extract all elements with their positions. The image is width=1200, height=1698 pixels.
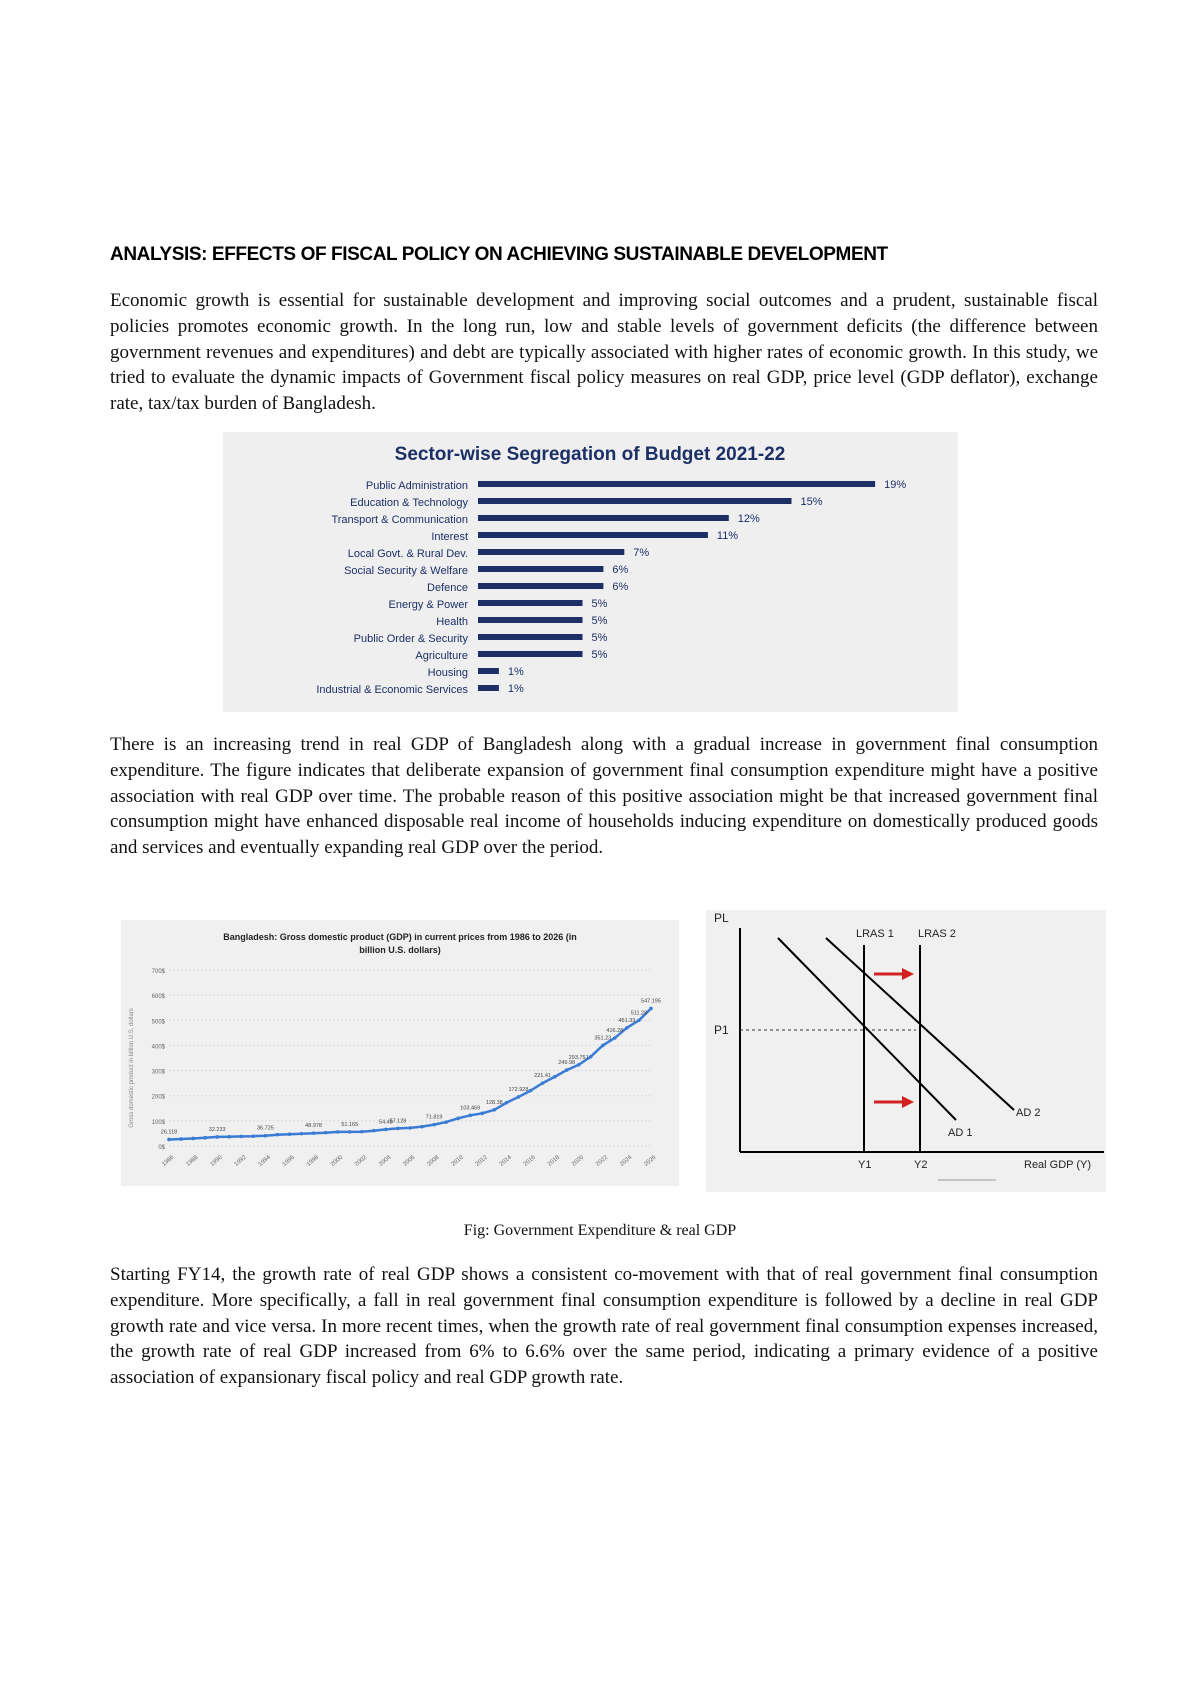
- x-tick-label: 1996: [281, 1154, 296, 1168]
- bar-value-label: 6%: [612, 581, 629, 593]
- gdp-point: [529, 1089, 533, 1093]
- bar-value-label: 12%: [737, 513, 760, 525]
- gdp-point: [264, 1134, 268, 1138]
- bar: [478, 583, 603, 589]
- ad1-line: [778, 938, 956, 1120]
- gdp-point: [493, 1108, 497, 1112]
- x-tick-label: 2008: [426, 1154, 441, 1168]
- gdp-point: [215, 1135, 219, 1139]
- ad-as-diagram: [706, 910, 1106, 1192]
- gdp-point: [203, 1136, 207, 1140]
- gdp-data-label: 32.233: [208, 1126, 226, 1133]
- gdp-point: [324, 1131, 328, 1135]
- budget-bar-chart: [223, 432, 958, 712]
- paragraph-intro: Economic growth is essential for sustainable development and improving social outcomes and a prudent, sustainable fiscal policies promotes economic growth. In the long run, low and stable levels of government deficits (the difference between government revenues and expenditures) and debt are typically associated with higher rates of economic growth. In this study, we tried to evaluate the dynamic impacts of Government fiscal policy measures on real GDP, price level (GDP deflator), exchange rate, tax/tax burden of Bangladesh.: [110, 290, 1098, 415]
- bar: [478, 481, 875, 487]
- gdp-point: [649, 1007, 653, 1011]
- y-tick-label: 200$: [151, 1094, 165, 1101]
- gdp-point: [179, 1137, 183, 1141]
- gdp-point: [589, 1055, 593, 1059]
- x-tick-label: 2010: [450, 1154, 465, 1168]
- gdp-point: [468, 1114, 472, 1118]
- gdp-point: [444, 1120, 448, 1124]
- bar-category-label: Social Security & Welfare: [344, 565, 468, 577]
- lras1-label: LRAS 1: [856, 928, 894, 940]
- gdp-point: [505, 1101, 509, 1105]
- bar-value-label: 6%: [612, 564, 629, 576]
- bar-category-label: Local Govt. & Rural Dev.: [347, 548, 468, 560]
- x-tick-label: 2012: [474, 1154, 489, 1168]
- gdp-point: [396, 1127, 400, 1131]
- bar: [478, 532, 708, 538]
- y-tick-label: 400$: [151, 1044, 165, 1051]
- gdp-data-label: 172.928: [508, 1086, 529, 1093]
- gdp-data-label: 128.38: [485, 1099, 503, 1106]
- y-tick-label: 300$: [151, 1069, 165, 1076]
- gdp-point: [227, 1135, 231, 1139]
- bar-category-label: Education & Technology: [350, 497, 468, 509]
- ad2-label: AD 2: [1016, 1107, 1041, 1119]
- gdp-point: [408, 1126, 412, 1130]
- y2-label: Y2: [914, 1159, 928, 1171]
- bar-value-label: 1%: [507, 666, 524, 678]
- bar-value-label: 19%: [884, 479, 907, 491]
- gdp-point: [252, 1134, 256, 1138]
- bar: [478, 515, 729, 521]
- gdp-data-label: 547.195: [641, 998, 661, 1005]
- paragraph-growth: Starting FY14, the growth rate of real GDP shows a consistent co-movement with that of real government final consumption expenditure. More specifically, a fall in real government final consumption expenditure is followed by a decline in real GDP growth rate and vice versa. In more recent times, when the growth rate of real government final consumption expenses increased, the growth rate of real GDP increased from 6% to 6.6% over the same period, indicating a primary evidence of a positive association of expansionary fiscal policy and real GDP growth rate.: [110, 1264, 1098, 1389]
- y-tick-label: 0$: [158, 1145, 165, 1151]
- bar: [478, 685, 499, 691]
- gdp-data-label: 26.118: [160, 1129, 178, 1136]
- bar-value-label: 7%: [633, 547, 650, 559]
- gdp-point: [456, 1117, 460, 1121]
- bar-category-label: Industrial & Economic Services: [316, 684, 468, 696]
- lras2-label: LRAS 2: [918, 928, 956, 940]
- gdp-point: [565, 1068, 569, 1072]
- bar-chart-title: Sector-wise Segregation of Budget 2021-22: [394, 444, 786, 465]
- bar-category-label: Health: [436, 616, 468, 628]
- bar-value-label: 5%: [591, 649, 608, 661]
- gdp-data-label: 293.751: [568, 1054, 589, 1061]
- gdp-data-label: 54.48: [379, 1119, 393, 1126]
- bar-value-label: 5%: [591, 615, 608, 627]
- x-tick-label: 2018: [546, 1154, 562, 1168]
- x-tick-label: 2016: [522, 1154, 537, 1168]
- gdp-point: [360, 1130, 364, 1134]
- gdp-point: [191, 1137, 195, 1141]
- real-gdp-axis-label: Real GDP (Y): [1024, 1159, 1092, 1171]
- x-tick-label: 1990: [209, 1154, 224, 1168]
- gdp-point: [625, 1026, 629, 1030]
- bar-category-label: Energy & Power: [388, 599, 468, 611]
- bar: [478, 549, 624, 555]
- gdp-data-label: 416.28: [606, 1027, 624, 1034]
- gdp-point: [384, 1128, 388, 1132]
- gdp-point: [517, 1095, 521, 1099]
- bar: [478, 498, 792, 504]
- gdp-series-line: [169, 1009, 651, 1140]
- gdp-point: [288, 1132, 292, 1136]
- bar-category-label: Transport & Communication: [331, 514, 468, 526]
- shift-arrow-top: [874, 968, 914, 980]
- gdp-line-chart: [121, 920, 679, 1186]
- gdp-point: [372, 1129, 376, 1133]
- line-chart-title-line2: billion U.S. dollars): [359, 945, 441, 955]
- x-tick-label: 2022: [595, 1154, 610, 1168]
- bar-category-label: Housing: [427, 667, 468, 679]
- gdp-data-label: 511.28: [630, 1010, 648, 1017]
- pl-axis-label: PL: [714, 911, 729, 925]
- gdp-data-label: 249.98: [558, 1060, 576, 1067]
- bar-category-label: Agriculture: [415, 650, 468, 662]
- y1-label: Y1: [858, 1159, 872, 1171]
- gdp-point: [601, 1044, 605, 1048]
- shift-arrow-bottom: [874, 1096, 914, 1108]
- x-tick-label: 1994: [257, 1154, 272, 1168]
- x-tick-label: 1998: [305, 1154, 321, 1168]
- bar: [478, 634, 583, 640]
- x-tick-label: 1992: [233, 1154, 248, 1168]
- x-tick-label: 1988: [185, 1154, 200, 1168]
- bar-value-label: 11%: [716, 530, 739, 542]
- bar-category-label: Defence: [427, 582, 468, 594]
- x-tick-label: 2026: [643, 1154, 658, 1168]
- gdp-point: [420, 1125, 424, 1129]
- gdp-data-label: 36.725: [256, 1125, 274, 1132]
- figure-caption: Fig: Government Expenditure & real GDP: [463, 1222, 737, 1239]
- bar: [478, 600, 583, 606]
- bar: [478, 617, 583, 623]
- gdp-line-chart-svg: [121, 920, 679, 1186]
- gdp-point: [167, 1138, 171, 1142]
- gdp-point: [300, 1132, 304, 1136]
- bar-category-label: Interest: [431, 531, 468, 543]
- x-tick-label: 2024: [619, 1154, 634, 1168]
- ad-as-diagram-svg: [706, 910, 1106, 1192]
- x-tick-label: 1986: [161, 1154, 176, 1168]
- y-tick-label: 500$: [151, 1019, 165, 1026]
- bar-value-label: 5%: [591, 632, 608, 644]
- gdp-point: [312, 1131, 316, 1135]
- bar-value-label: 1%: [507, 683, 524, 695]
- line-chart-title-line1: Bangladesh: Gross domestic product (GDP) in current prices from 1986 to 2026 (in: [223, 932, 577, 942]
- budget-bar-chart-svg: [223, 432, 958, 712]
- gdp-point: [276, 1133, 280, 1137]
- gdp-point: [553, 1075, 557, 1079]
- y-tick-label: 700$: [151, 969, 165, 975]
- gdp-data-label: 48.978: [305, 1123, 323, 1130]
- x-tick-label: 2004: [378, 1154, 393, 1168]
- p1-label: P1: [714, 1023, 729, 1037]
- bar: [478, 668, 499, 674]
- bar-value-label: 5%: [591, 598, 608, 610]
- x-tick-label: 2002: [354, 1154, 369, 1168]
- x-tick-label: 2020: [571, 1154, 586, 1168]
- paragraph-trend: There is an increasing trend in real GDP of Bangladesh along with a gradual increase in government final consumption expenditure. The figure indicates that deliberate expansion of government final consumption expenditure might have a positive association with real GDP over time. The probable reason of this positive association might be that increased government final consumption might have enhanced disposable real income of households inducing expenditure on domestically produced goods and services and eventually expanding real GDP over the period.: [110, 734, 1098, 859]
- line-chart-ylabel: Gross domestic product in billion U.S. dollars: [129, 1008, 135, 1128]
- gdp-point: [541, 1081, 545, 1085]
- x-tick-label: 2000: [330, 1154, 345, 1168]
- gdp-data-label: 221.41: [534, 1073, 551, 1080]
- gdp-point: [432, 1123, 436, 1127]
- section-heading: ANALYSIS: EFFECTS OF FISCAL POLICY ON ACHIEVING SUSTAINABLE DEVELOPMENT: [110, 244, 888, 265]
- x-tick-label: 2006: [402, 1154, 417, 1168]
- gdp-point: [481, 1112, 485, 1116]
- bar: [478, 566, 603, 572]
- bar: [478, 651, 583, 657]
- gdp-point: [336, 1130, 340, 1134]
- gdp-point: [348, 1130, 352, 1134]
- gdp-data-label: 57.128: [389, 1118, 407, 1125]
- y-tick-label: 100$: [151, 1119, 165, 1126]
- gdp-point: [613, 1036, 617, 1040]
- gdp-point: [240, 1135, 244, 1139]
- bar-category-label: Public Order & Security: [353, 633, 468, 645]
- gdp-data-label: 103.469: [460, 1105, 481, 1112]
- ad1-label: AD 1: [948, 1127, 973, 1139]
- x-tick-label: 2014: [498, 1154, 513, 1168]
- gdp-data-label: 71.819: [425, 1114, 443, 1121]
- y-tick-label: 600$: [151, 994, 165, 1001]
- gdp-data-label: 51.165: [341, 1121, 359, 1128]
- gdp-data-label: 451.33: [618, 1017, 636, 1024]
- gdp-point: [637, 1018, 641, 1022]
- bar-category-label: Public Administration: [365, 480, 468, 492]
- bar-value-label: 15%: [800, 496, 823, 508]
- gdp-point: [577, 1063, 581, 1067]
- gdp-data-label: 351.23: [594, 1035, 612, 1042]
